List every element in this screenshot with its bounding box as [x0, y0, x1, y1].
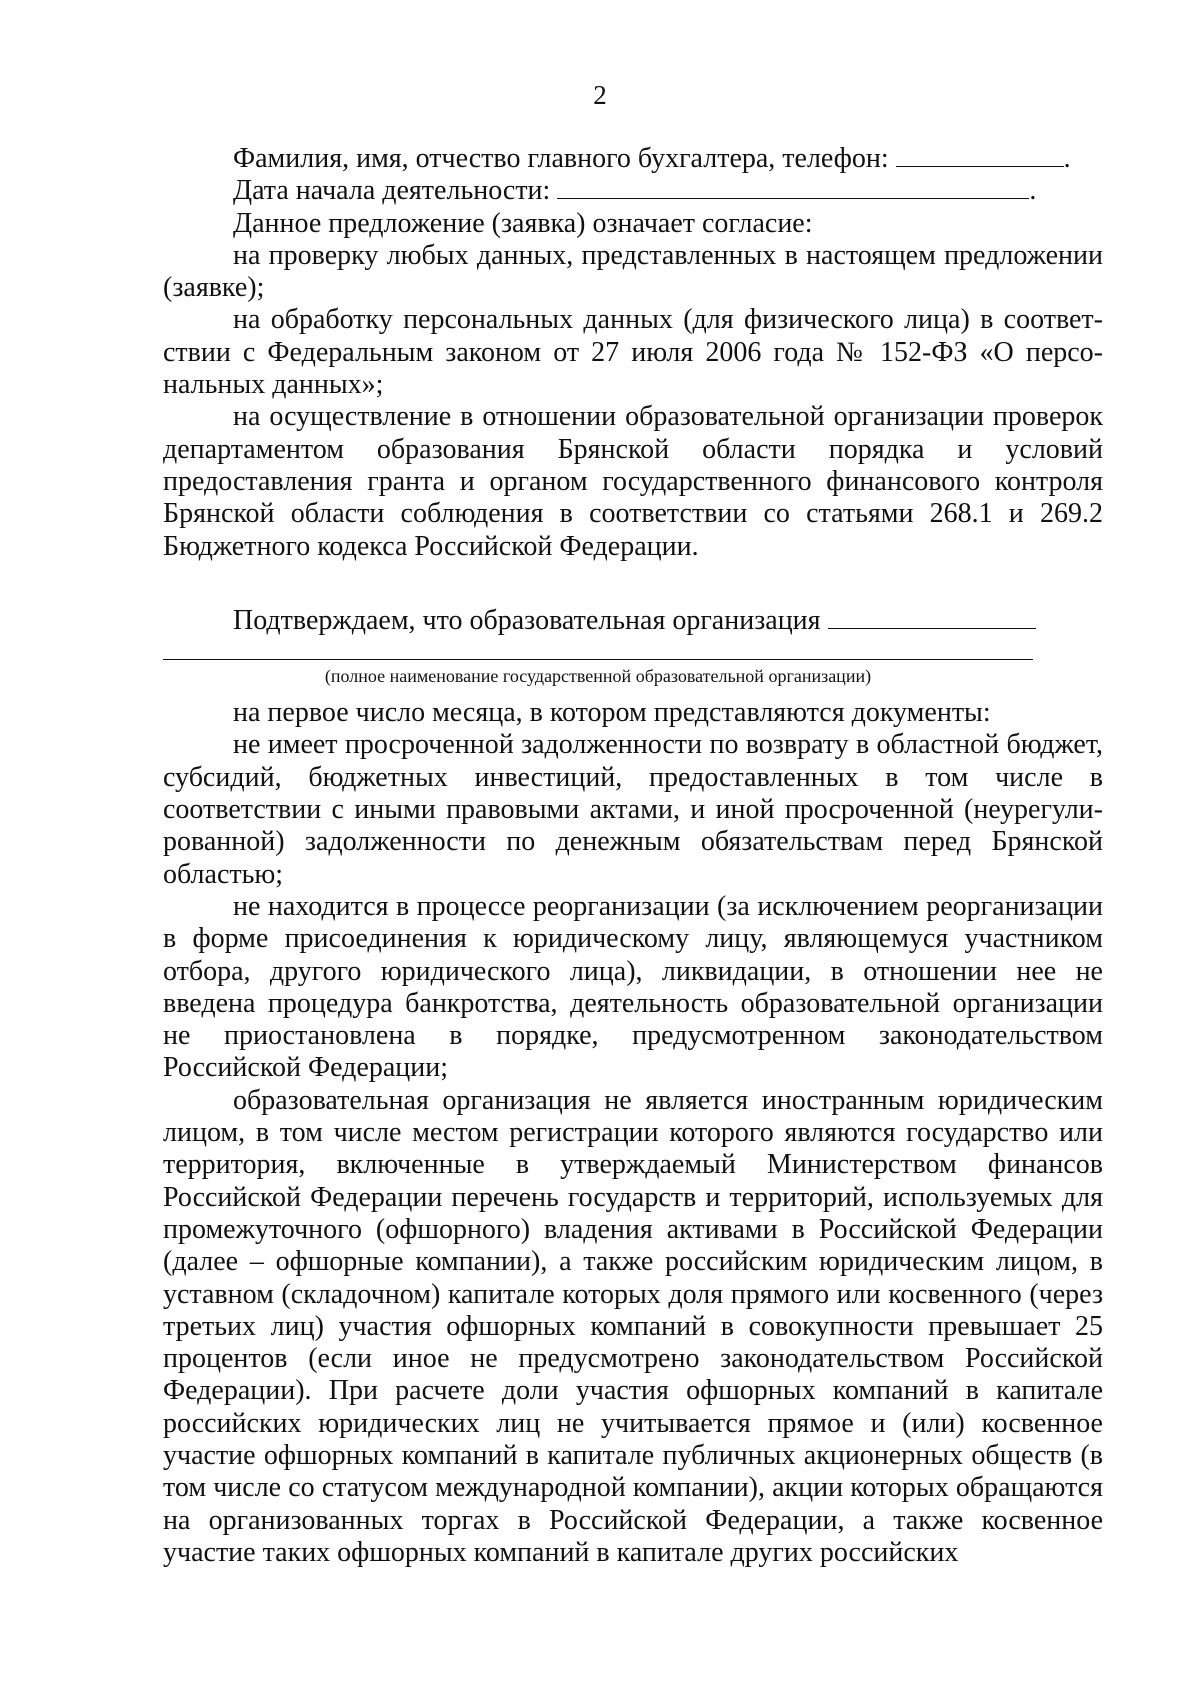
line-end-1: . — [1063, 143, 1071, 174]
organization-name-line — [163, 659, 1033, 660]
consent-intro: Данное предложение (заявка) означает согласие: — [233, 207, 813, 239]
line-end-2: . — [1029, 175, 1037, 207]
organization-name-blank — [828, 606, 1036, 629]
document-body — [163, 143, 1103, 1569]
chief-accountant-label: Фамилия, имя, отчество главного бухгалтера, телефон: — [233, 143, 889, 174]
confirmation-lead: Подтверждаем, что образовательная организация — [233, 604, 821, 636]
organization-name-caption: (полное наименование государственной образовательной организации) — [324, 666, 872, 687]
consent-item-1: на проверку любых данных, представленных в настоящем предложении (заявке); — [163, 239, 1103, 304]
chief-accountant-line — [163, 143, 1103, 175]
date-clause: на первое число месяца, в котором представляются документы: — [233, 697, 991, 729]
confirmation-item-2: не находится в процессе реорганизации (за исключением реорганизации в форме присоединения к юридическому лицу, являющемуся участником отбора, другого юридического лица), ликвидации, в отношении нее не введена процедура банкротства, деятельность образовательной организации не приостановлена в порядке, предусмотренном законодательством Российской Федерации; — [163, 890, 1103, 1084]
section-gap — [163, 563, 1103, 605]
caption-gap — [163, 687, 1103, 697]
chief-accountant-blank — [896, 144, 1064, 167]
confirmation-item-3: образовательная организация не является иностранным юридическим лицом, в том числе местом регистрации которого являются государство или территория, включенные в утверждаемый Министерством финансов Российской Федерации перечень государств и территорий, используемых для промежуточного (офшорного) владения активами в Российской Федерации (далее – офшорные компании), а также российским юридическим лицом, в уставном (складочном) капитале которых доля прямого или косвенного (через третьих лиц) участия офшорных компаний в совокупности превышает 25 процентов (если иное не предусмотрено законодательством Российской Федерации). При расчете доли участия офшорных компаний в капитале российских юридических лиц не учитывается прямое и (или) косвенное участие офшорных компаний в капитале публичных акционерных обществ (в том числе со статусом международной компании), акции которых обращаются на организованных торгах в Российской Федерации, а также косвенное участие таких офшорных компаний в капитале других российских — [163, 1084, 1103, 1568]
confirmation-lead-line — [163, 605, 1103, 637]
start-date-line — [163, 175, 1103, 207]
consent-item-2: на обработку персональных данных (для физического лица) в соответствии с Федеральным законом от 27 июля 2006 года № 152-ФЗ «О персональных данных»; — [163, 304, 1103, 401]
page-number: 2 — [593, 80, 607, 110]
start-date-label: Дата начала деятельности: — [233, 175, 551, 207]
start-date-blank — [557, 176, 1029, 199]
consent-item-3: на осуществление в отношении образовательной организации проверок департаментом образования Брянской области порядка и условий предоставления гранта и органом государственного финансового контроля Брянской области соблюдения в соответствии со статьями 268.1 и 269.2 Бюджетного кодекса Российской Федерации. — [163, 401, 1103, 562]
confirmation-item-1: не имеет просроченной задолженности по возврату в областной бюджет, субсидий, бюджетных инвестиций, предоставленных в том числе в соответствии с иными правовыми актами, и иной просроченной (неурегулированной) задолженности по денежным обязательствам перед Брянской областью; — [163, 729, 1103, 890]
